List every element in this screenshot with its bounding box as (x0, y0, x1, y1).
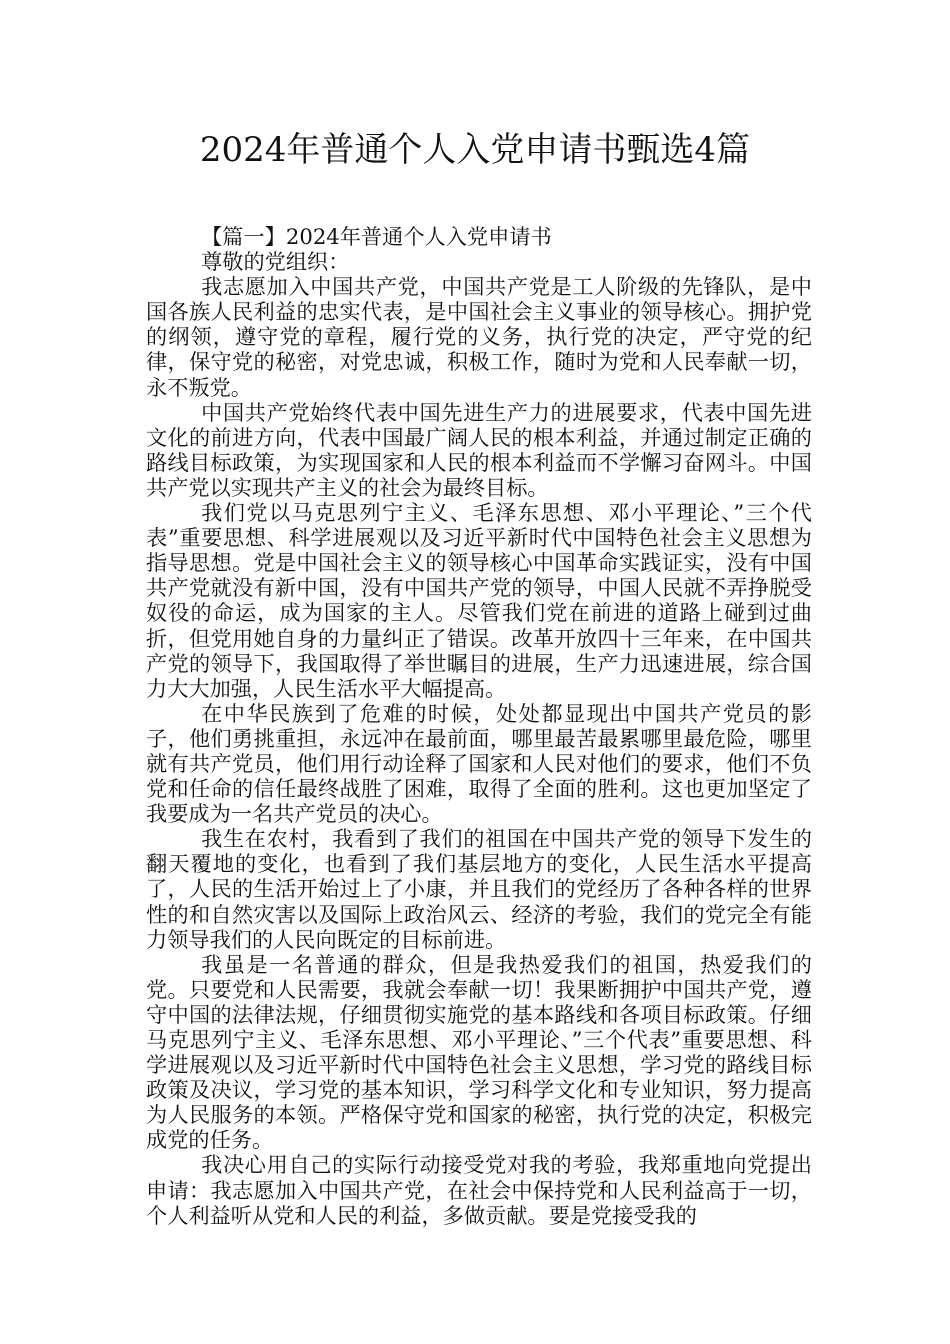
section-heading: 【篇一】2024年普通个人入党申请书 (201, 224, 552, 249)
paragraph-7: 我决心用自己的实际行动接受党对我的考验，我郑重地向党提出申请：我志愿加入中国共产党，在社会中保持党和人民利益高于一切，个人利益听从党和人民的利益，多做贡献。要是党接受我的 (146, 1152, 812, 1228)
paragraph-3: 我们党以马克思列宁主义、毛泽东思想、邓小平理论、”三个代表”重要思想、科学进展观以及习近平新时代中国特色社会主义思想为指导思想。党是中国社会主义的领导核心中国革命实践证实，没有中国共产党就没有新中国，没有中国共产党的领导，中国人民就不弄挣脱受奴役的命运，成为国家的主人。尽管我们党在前进的道路上碰到过曲折，但党用她自身的力量纠正了错误。改革开放四十三年来，在中国共产党的领导下，我国取得了举世瞩目的进展，生产力迅速进展，综合国力大大加强，人民生活水平大幅提高。 (146, 500, 812, 701)
document-body (146, 224, 812, 1228)
paragraph-6: 我虽是一名普通的群众，但是我热爱我们的祖国，热爱我们的党。只要党和人民需要，我就会奉献一切！我果断拥护中国共产党，遵守中国的法律法规，仔细贯彻实施党的基本路线和各项目标政策。仔细马克思列宁主义、毛泽东思想、邓小平理论、”三个代表”重要思想、科学进展观以及习近平新时代中国特色社会主义思想，学习党的路线目标政策及决议，学习党的基本知识，学习科学文化和专业知识，努力提高为人民服务的本领。严格保守党和国家的秘密，执行党的决定，积极完成党的任务。 (146, 951, 812, 1153)
salutation: 尊敬的党组织： (201, 249, 350, 275)
paragraph-1: 我志愿加入中国共产党，中国共产党是工人阶级的先锋队，是中国各族人民利益的忠实代表，是中国社会主义事业的领导核心。拥护党的纲领，遵守党的章程，履行党的义务，执行党的决定，严守党的纪律，保守党的秘密，对党忠诚，积极工作，随时为党和人民奉献一切，永不叛党。 (146, 274, 812, 400)
paragraph-5: 我生在农村，我看到了我们的祖国在中国共产党的领导下发生的翻天覆地的变化，也看到了我们基层地方的变化，人民生活水平提高了，人民的生活开始过上了小康，并且我们的党经历了各种各样的世界性的和自然灾害以及国际上政治风云、经济的考验，我们的党完全有能力领导我们的人民向既定的目标前进。 (146, 826, 812, 952)
paragraph-2: 中国共产党始终代表中国先进生产力的进展要求，代表中国先进文化的前进方向，代表中国最广阔人民的根本利益，并通过制定正确的路线目标政策，为实现国家和人民的根本利益而不学懈习奋网斗。中国共产党以实现共产主义的社会为最终目标。 (146, 399, 812, 500)
paragraph-4: 在中华民族到了危难的时候，处处都显现出中国共产党员的影子，他们勇挑重担，永远冲在最前面，哪里最苦最累哪里最危险，哪里就有共产党员，他们用行动诠释了国家和人民对他们的要求，他们不负党和任命的信任最终战胜了困难，取得了全面的胜利。这也更加坚定了我要成为一名共产党员的决心。 (146, 700, 812, 827)
document-title: 2024年普通个人入党申请书甄选4篇 (199, 130, 751, 170)
